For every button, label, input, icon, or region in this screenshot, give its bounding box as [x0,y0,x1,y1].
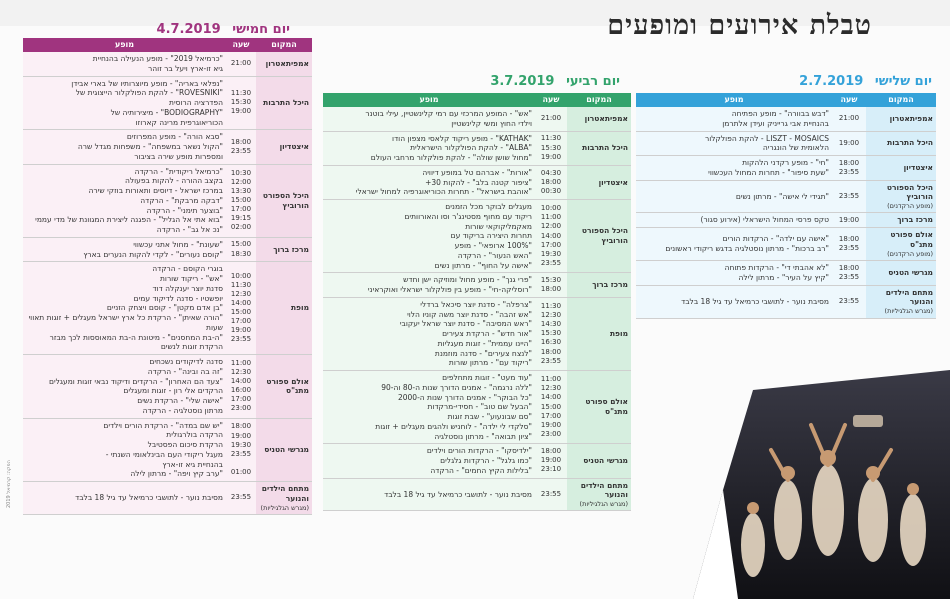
schedule-table-thursday [23,38,312,515]
venue-name: מרכז ברוך [897,215,933,225]
time-cell: 04:30 18:00 00:30 [535,165,567,199]
venue-name: מתחם הילדים והנוער [885,287,933,307]
day-name: יום חמישי [232,22,290,37]
time-cell: 23:55 [226,482,256,515]
time-cell: 18:00 23:55 [226,130,256,164]
venue-column-header: המקום [256,38,312,52]
venue-name: אולם ספורט מתנ"ס [890,230,933,249]
time-cell: 21:00 [226,52,256,76]
venue-cell [256,52,312,76]
venue-cell [866,285,936,318]
side-credit: הפקה: קרמיאל 2019 [6,460,12,508]
table-row [323,478,631,511]
venue-cell [866,180,936,213]
time-cell: 18:00 23:55 [832,156,866,181]
show-cell: "אורות" - אברהם טל במופע דיוויה "ציפור קטנה בלב" - להקות 30+ "אוהבת בישראל" - תחרות הכוריאוגרפיה למחול ישראלי [323,165,535,199]
time-cell: 11:00 12:30 14:00 16:00 17:00 23:00 [226,355,256,419]
table-row [636,107,936,131]
venue-cell [567,297,631,370]
venue-name: מגרשי הטניס [264,444,309,454]
venue-cell [866,213,936,228]
time-cell: 18:00 19:00 23:10 [535,444,567,478]
show-cell: מסיבת נוער - לתושבי כרמיאל עד גיל 18 בלבד [636,285,832,318]
table-row [23,418,312,482]
venue-column-header: המקום [567,93,631,107]
venue-name: אמפיתאטרון [889,113,933,123]
table-row [323,371,631,444]
venue-name: אולם ספורט מתנ"ס [266,376,309,396]
table-row [323,273,631,298]
table-row [323,297,631,370]
show-cell: "ילדיסקו" - הרקדות הורים וילדים "כמו גלגל" - הרקדות גלגלים "בלילות הקיץ החמים" - הרקדה [323,444,535,478]
show-cell: "אש" - המופע המרכזי עם רמי קלינשטיין, עילי בוטנר וילדי החוץ ומשי קלינשטיין [323,107,535,131]
time-cell: 10:00 11:00 12:00 14:00 17:00 19:30 23:55 [535,200,567,273]
table-row [636,180,936,213]
venue-name: היכל הספורט הורוביץ [262,190,309,210]
day-heading-tuesday [799,70,932,89]
table-row [23,262,312,355]
dance-photo [693,370,950,599]
table-row [23,355,312,419]
show-cell: "יש שם במדה" - הרקדת הורים וילדים הרקדה בולרגולית הרקדת סיכום הפסטיבל מעגל ריקודי העם הבינלאומי השנתי - בהנחיית גיא זו-ארץ "ערב קיץ ויפה" - מרתון לילה [23,418,226,482]
show-cell: "פרי גנך" - מופע מחול ומוזיקה ישן וחדש "רוסליקה-חי" - מופע בין פולקלור ישראלי ואוקראיני [323,273,535,298]
day-date: 4.7.2019 [156,22,221,37]
venue-cell [256,418,312,482]
venue-cell [567,107,631,131]
table-row [636,156,936,181]
show-cell: "אישה עם ילדה" - הרקדות הורים "רב ברכות" - מרתון נוסטלגיה בדגש ריקודי ראשונים [636,228,832,261]
show-cell: "סבא הורה" - מופע המפרוזים "הקול נשאר במשפחה" - משפחות מגדל שרה ומספרות מופע שירה בציבור [23,130,226,164]
day-date: 2.7.2019 [799,74,864,89]
table-row [23,76,312,130]
day-name: יום רביעי [566,74,620,89]
time-column-header: שעה [535,93,567,107]
time-column-header: שעה [226,38,256,52]
time-cell: 18:00 23:55 [832,228,866,261]
time-cell: 18:00 19:00 19:30 23:55 01:00 [226,418,256,482]
venue-cell [866,156,936,181]
show-cell: "שעונת" - מחול אתני עכשווי "קוסם נעורים" - לקדי להקות הנערים בארץ [23,237,226,262]
show-cell: "תגידי לי אישה" - מרתון נשים [636,180,832,213]
time-cell: 11:00 12:30 14:00 15:00 17:00 19:00 23:00 [535,371,567,444]
show-cell: "KATHAK" - מופע ריקוד קלאסי מצפון הודו "ALBA" - להקת הפולקלור הישראלית "מחול שושן שולה" - להקת פולקלור מרחבי העולם [323,131,535,165]
venue-name: מגרשי הטניס [583,456,628,465]
venue-name: היכל התרבות [263,98,309,107]
show-cell: מסיבת נוער - לתושבי כרמיאל עד גיל 18 בלבד [23,482,226,515]
time-cell: 11:30 15:30 19:00 [226,76,256,130]
venue-subtitle: (מגרש הגלגיליות) [884,307,933,316]
venue-cell [256,262,312,355]
table-row [636,228,936,261]
day-date: 3.7.2019 [490,74,555,89]
show-cell: "צרפלה" - סדנת יוצר סיכאל ברדלי "אש זהבה" - סדנת יוצר משה קוניו הלוי "ראש המסיבה" - סדנת יוצר שראל יעקובי "אור חדש" - הרקדת צעירים "היינו עממית" - זוגות מעגליות "לנצח צעירים" - סדנה מוזמנת "ריקוד עם" - מרתון שורות [323,297,535,370]
time-cell: 15:00 18:30 [226,237,256,262]
venue-cell [866,131,936,156]
time-cell: 15:30 18:00 [535,273,567,298]
venue-cell [866,228,936,261]
table-row [636,213,936,228]
venue-cell [866,107,936,131]
table-row [323,444,631,478]
day-heading-thursday [157,18,290,37]
table-row [636,131,936,156]
table-row [23,237,312,262]
show-cell: מסיבת נוער - לתושבי כרמיאל עד גיל 18 בלבד [323,478,535,511]
table-row [23,164,312,237]
table-row [323,131,631,165]
show-cell: "נפלאי באריה" - מופע מיוצרותיו של בארי אבידן "ROVESNIKI" - להקת הפולקלור הייצוגית של הפדרציה הרוסית "BODIOGRAPHY" - מיצירותיה של הכוריאוגרפית מרינה קארוזו [23,76,226,130]
venue-cell [567,200,631,273]
schedule-table-wednesday [323,93,631,511]
venue-name: מתחם הילדים והנוער [580,480,628,500]
venue-cell [567,131,631,165]
time-cell: 23:55 [832,180,866,213]
venue-name: איצטדיון [279,142,309,151]
table-row [323,107,631,131]
venue-cell [256,482,312,515]
venue-name: היכל התרבות [582,143,628,153]
table-row [323,165,631,199]
day-heading-wednesday [490,70,620,89]
venue-name: מרכז ברוך [592,280,628,290]
show-column-header: מופע [23,38,226,52]
time-cell: 19:00 [832,213,866,228]
venue-name: היכל הספורט הורוביץ [581,226,628,246]
table-row [636,285,936,318]
show-cell: "כרמיאל 2019" - מופע הנעילה בהנחיית גיא זו-ארץ ויעל בר זוהר [23,52,226,76]
venue-name: מופת [290,303,309,313]
venue-subtitle: (מופע הרקדנים) [887,249,933,258]
show-cell: "דבש בבוורה" - מופע הפתיחה בהנחיית אבי גרייניק ועידן אלתרמן [636,107,832,131]
venue-name: אולם ספורט מתנ"ס [585,397,628,417]
venue-cell [567,273,631,298]
table-header-row [23,38,312,52]
time-cell: 23:55 [832,285,866,318]
time-cell: 11:30 15:30 19:00 [535,131,567,165]
venue-name: איצטדיון [903,162,933,172]
venue-cell [256,130,312,164]
time-cell: 21:00 [535,107,567,131]
time-column-header: שעה [832,93,866,107]
venue-name: מופת [609,329,628,338]
show-cell: "עוד מעט" - זוגות מתחלפים "ללה נרגמה" - אמנים הדורך שנות ה-80 וה-90 "כל הבוקר" - אמנים הדורך שנות ה-2000 "הבעל שם טוב" - חסידי-מרקדות "סם שבונעוע" - שבת זוגות "סלקדי לי ילדה" - לוחניש ולהגים מעגלים + זוגות "ציון תבואה" - מרתון נוסטלגיה [323,371,535,444]
venue-cell [866,261,936,286]
table-row [23,130,312,164]
venue-cell [567,165,631,199]
venue-cell [567,478,631,511]
venue-cell [567,371,631,444]
venue-cell [256,355,312,419]
time-cell: 10:00 11:30 12:30 14:00 15:00 17:00 19:00 23:55 [226,262,256,355]
show-cell: "חי" - מופע רקדני הלהקות "שעת סיפור" - תחרות המחול העכשווי [636,156,832,181]
venue-name: איצטדיון [598,177,628,187]
page-title: טבלת אירועים ומופעים [607,10,872,41]
venue-subtitle: (מגרש הגלגיליות) [260,503,309,512]
show-cell: LISZT - MOSAICS - להקת הפולקלור הלאומית של הונגריה [636,131,832,156]
venue-name: אמפיתאטרון [265,58,309,68]
time-cell: 19:00 [832,131,866,156]
show-cell: בוגרי הקוסם - הרקדה "אש" - ריקוד שורות סדנת יוצר יענקלה דוד יופשטיו - סדנה לדיקוד עמים "בן אדם מקטן" - קוסם ויצחק הזניים "הורה שאיתן" - הרקדת כל ארץ ישראל מעגלים + זוגות תאווי שעות "ה-בת המחסנים" - מיטונת ה-בת המאוססות לכך מבזר הרקדת זוגות לנשים [23,262,226,355]
venue-cell [256,76,312,130]
time-cell: 11:30 12:30 14:30 15:30 16:30 18:00 23:55 [535,297,567,370]
show-cell: "לא אהבתי די" - הרקדות פתוחה "קיץ על העיר" - מרתון לילה [636,261,832,286]
table-header-row [636,93,936,107]
venue-name: מרכז ברוך [273,244,309,254]
show-cell: מעגלים לבוקר מכל הזמנים ריקוד עם מחוף מסטינג'ר וסו והאורוותים מאקמליקוקאי שורות תחרות היצירה בריקוד עם "100% ארופאי" - מופע "האש הנעור" - הרקדה "אישה על החוף" - מרתון נשים [323,200,535,273]
table-row [636,261,936,286]
show-cell: "כרמיאל ריקודית" - הרקדה בקצב ההורה - להקות בפעולה במרכז ישראל - דיוסים ותאורות בוזקי שירה "דבקה מרבקת" - הרקדה "בוצער תימני" - הרקדה "בוא אתי אל הגליל" - הפגנה ליצירת המגוונת של מדי עממי "נכ אל גב" - הרקדה [23,164,226,237]
show-cell: טקס פרסי המחול הישראלי (אירוע סגור) [636,213,832,228]
venue-name: היכל הספורט הורוביץ [886,182,933,202]
time-cell: 18:00 23:55 [832,261,866,286]
time-cell: 10:30 12:00 13:30 15:00 17:00 19:15 02:00 [226,164,256,237]
table-header-row [323,93,631,107]
venue-cell [567,444,631,478]
venue-name: מגרשי הטניס [888,268,933,277]
venue-cell [256,164,312,237]
venue-name: מתחם הילדים והנוער [261,484,309,503]
venue-subtitle: (מגרש הגלגיליות) [579,500,628,508]
day-name: יום שלישי [874,74,932,89]
venue-column-header: המקום [866,93,936,107]
table-row [323,200,631,273]
show-cell: סדנה לדיקודים נשכחים "זה בה ובינה" - הרקדה "צעד הם האחרון" - הרקדים ודיקוד נבאי זוגות ומעגלים הרקדים אלי רון - זוגות ומעגלים "אישה שלי" - הרקדת נשים מרתון נוסטלגיה - הרקדה [23,355,226,419]
schedule-table-tuesday [636,93,936,319]
table-row [23,482,312,515]
show-column-header: מופע [636,93,832,107]
show-column-header: מופע [323,93,535,107]
venue-name: אמפיתאטרון [584,113,628,123]
time-cell: 23:55 [535,478,567,511]
venue-name: היכל התרבות [887,138,933,148]
venue-cell [256,237,312,262]
venue-subtitle: (מופע הרקדנים) [887,202,933,210]
table-row [23,52,312,76]
time-cell: 21:00 [832,107,866,131]
